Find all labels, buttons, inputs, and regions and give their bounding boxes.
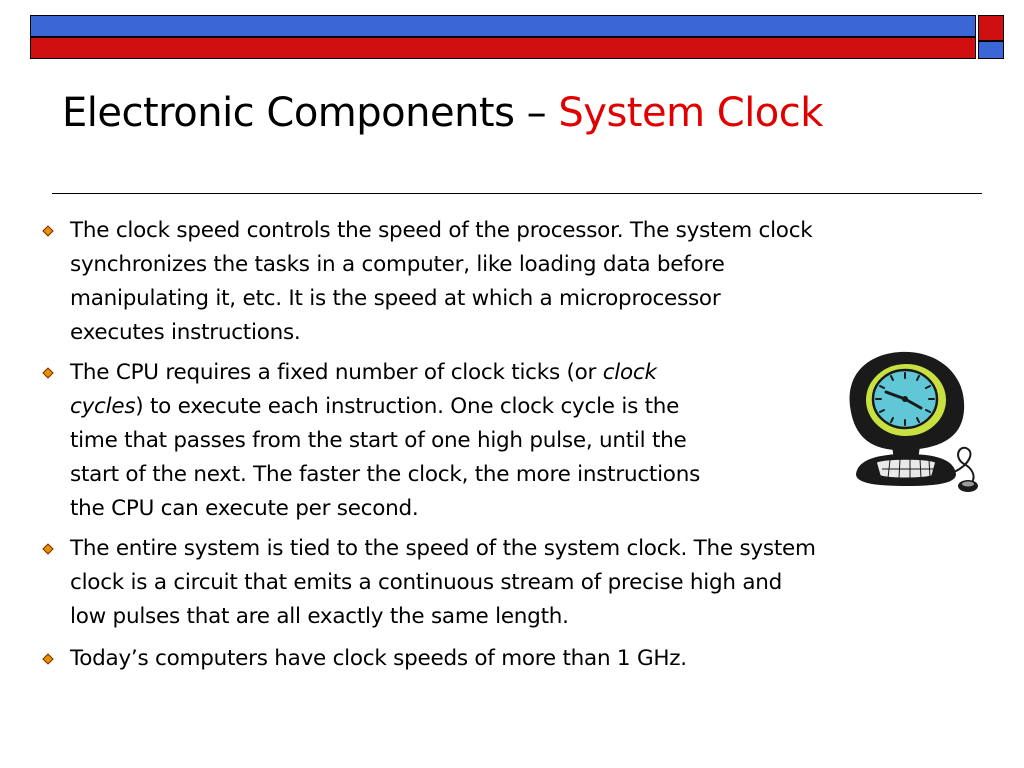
diamond-bullet-icon bbox=[42, 653, 53, 664]
bullet-text bbox=[70, 356, 700, 526]
bullet-line: Today’s computers have clock speeds of more than 1 GHz. bbox=[70, 646, 687, 671]
bullet-line: the CPU can execute per second. bbox=[70, 496, 419, 521]
bullet-text-run: ) to execute each instruction. One clock cycle is the bbox=[135, 394, 680, 419]
bullet-line: time that passes from the start of one high pulse, until the bbox=[70, 428, 687, 453]
header-band-red bbox=[30, 37, 976, 59]
header-band-blue bbox=[30, 15, 976, 37]
bullet-text-run: The CPU requires a fixed number of clock ticks (or bbox=[70, 360, 603, 385]
bullet-line: executes instructions. bbox=[70, 320, 301, 345]
slide-title bbox=[62, 90, 823, 136]
bullet-text-emphasis: cycles bbox=[70, 394, 136, 419]
bullet-line bbox=[70, 390, 700, 424]
diamond-bullet-icon bbox=[42, 543, 53, 554]
slide-title-accent: System Clock bbox=[558, 90, 823, 136]
bullet-line: The clock speed controls the speed of the processor. The system clock bbox=[70, 218, 813, 243]
bullet-line: The entire system is tied to the speed of the system clock. The system bbox=[70, 536, 816, 561]
bullet-line: low pulses that are all exactly the same length. bbox=[70, 604, 569, 629]
title-divider bbox=[52, 193, 982, 194]
diamond-bullet-icon bbox=[42, 225, 53, 236]
slide-title-main: Electronic Components – bbox=[62, 90, 559, 136]
bullet-text bbox=[70, 214, 812, 350]
header-square-red bbox=[978, 15, 1004, 41]
header-square-blue bbox=[978, 41, 1004, 59]
bullet-line: clock is a circuit that emits a continuous stream of precise high and bbox=[70, 570, 783, 595]
bullet-line bbox=[70, 356, 700, 390]
bullet-text bbox=[70, 532, 816, 634]
bullet-text-emphasis: clock bbox=[602, 360, 657, 385]
clock-computer-icon bbox=[842, 348, 980, 496]
bullet-text bbox=[70, 642, 687, 676]
diamond-bullet-icon bbox=[42, 367, 53, 378]
bullet-line: manipulating it, etc. It is the speed at which a microprocessor bbox=[70, 286, 721, 311]
bullet-line: synchronizes the tasks in a computer, like loading data before bbox=[70, 252, 725, 277]
bullet-line: start of the next. The faster the clock, the more instructions bbox=[70, 462, 701, 487]
